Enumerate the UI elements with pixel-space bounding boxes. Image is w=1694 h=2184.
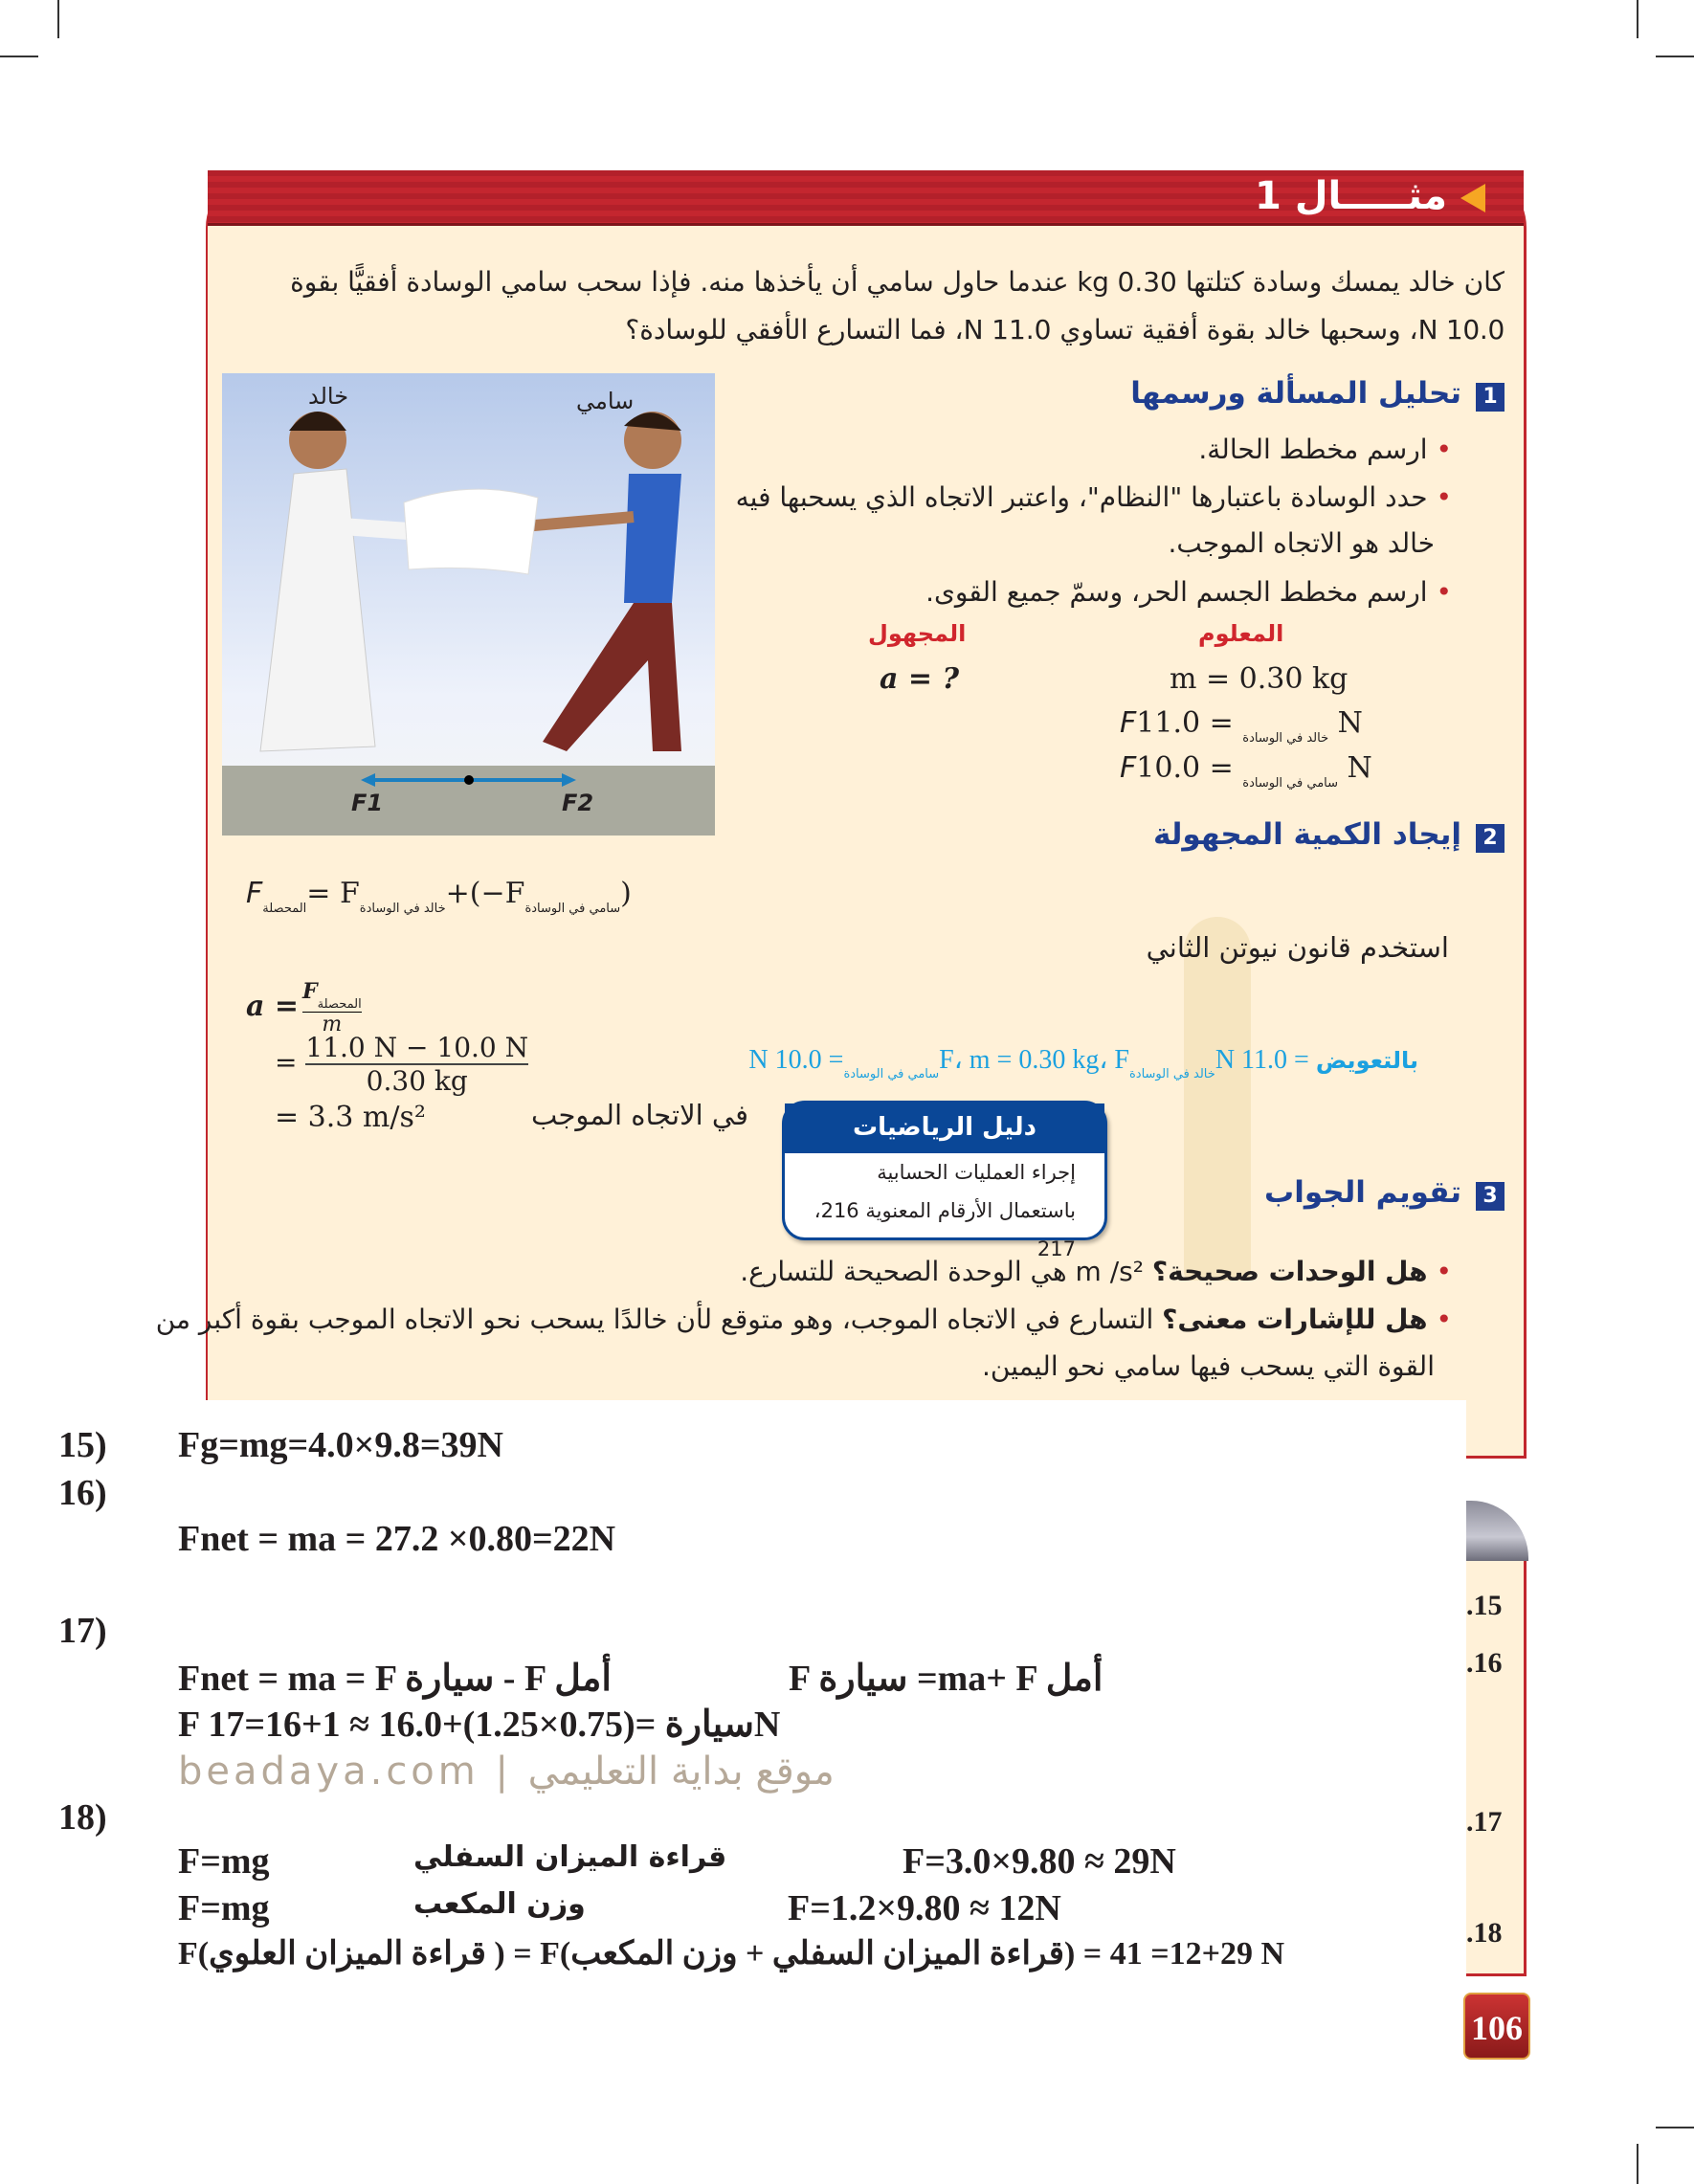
triangle-icon: [1460, 184, 1485, 212]
subscript: خالد في الوسادة: [1242, 731, 1329, 746]
answer-line: Fnet = ma = 27.2 ×0.80=22N: [178, 1519, 616, 1559]
page-number: 106: [1463, 1993, 1530, 2060]
substitution-line: بالتعويض = 11.0 $N_{خالد في الوسادة}F،$ m = 0.30 kg، $F_{سامي في الوسادة}= 10.0$ N: [748, 1045, 1418, 1081]
step-number: 2: [1476, 824, 1505, 853]
answer-line: F=mg: [178, 1841, 270, 1882]
problem-line: كان خالد يمسك وسادة كتلتها 0.30 kg عندما حاول سامي أن يأخذها منه. فإذا سحب سامي الوسادة أفقيًّا بقوة: [290, 266, 1505, 298]
fraction: = $\frac{11.0 N - 10.0 N}{0.30 kg}$: [275, 1032, 529, 1097]
bullet-cont: خالد هو الاتجاه الموجب.: [1168, 527, 1435, 559]
check-question: هل الوحدات صحيحة؟: [1151, 1256, 1428, 1287]
answer-line: F=1.2×9.80 ≈ 12N: [788, 1888, 1061, 1928]
answer-line: F(قراءة الميزان العلوي ) = F(قراءة الميزان السفلي + وزن المكعب) = 29+12= 41 N: [178, 1936, 1284, 1972]
crop-mark: [0, 56, 38, 57]
side-tab: [1466, 1501, 1528, 1561]
step-number: 3: [1476, 1182, 1505, 1211]
side-number: .17: [1466, 1806, 1503, 1838]
answer-line: F سيارة =ma+ F أمل: [789, 1659, 1103, 1699]
crop-mark: [1637, 2144, 1638, 2184]
side-number: .15: [1466, 1590, 1503, 1621]
known-mass: m = 0.30 kg: [1170, 662, 1349, 696]
crop-mark: [1637, 0, 1638, 38]
answer-line: F سيارة =(0.75×1.25)+16.0 ≈ 1+16=17N: [178, 1705, 781, 1745]
math-guide-title: دليل الرياضيات: [785, 1103, 1104, 1153]
example-title: مثـــــال 1: [1255, 174, 1447, 218]
unknown-value: a = ?: [880, 662, 960, 696]
check-question: هل للإشارات معنى؟: [1162, 1304, 1428, 1335]
f1-label: F1: [351, 790, 384, 816]
crop-mark: [57, 0, 59, 38]
answer-line: Fg=mg=4.0×9.8=39N: [178, 1425, 503, 1465]
f2-label: F2: [562, 790, 594, 816]
bullet-cont: القوة التي يسحب فيها سامي نحو اليمين.: [982, 1350, 1435, 1382]
question-number: 17): [58, 1611, 107, 1651]
newton-law-text: استخدم قانون نيوتن الثاني: [1146, 931, 1449, 964]
question-number: 18): [58, 1797, 107, 1838]
side-number: .18: [1466, 1917, 1503, 1949]
boys-pulling-pillow-illustration: [222, 373, 715, 836]
side-number: .16: [1466, 1647, 1503, 1679]
watermark: beadaya.com | موقع بداية التعليمي: [178, 1749, 835, 1794]
answer-label: قراءة الميزان السفلي: [413, 1840, 727, 1874]
crop-mark: [1656, 56, 1694, 57]
math-guide-body: إجراء العمليات الحسابية باستعمال الأرقام المعنوية 216، 217: [814, 1161, 1076, 1260]
answer-line: Fnet = ma = F سيارة - F أمل: [178, 1659, 612, 1699]
situation-figure: [222, 373, 715, 836]
step-title: تقويم الجواب: [1264, 1175, 1461, 1210]
crop-mark: [1656, 2127, 1694, 2128]
known-label: المعلوم: [1198, 620, 1284, 647]
example-header: [208, 170, 1524, 226]
example-box: مثـــــال 1 كان خالد يمسك وسادة كتلتها 0.30 kg عندما حاول سامي أن يأخذها منه. فإذا سحب سامي الوسادة أفقيًّا بقوة 10.0 N، وسحبها خالد بقوة أفقية تساوي 11.0 N، فما التسارع الأفقي للوسادة؟ خالد سامي F1 F2 1 تحليل المسألة ورسمها • ارسم مخطط الحالة. • حدد الوسادة باعتبارها "النظام"، واعتبر الاتجاه الذي يسحبها فيه خالد هو الاتجاه الموجب. • ارسم مخطط الجسم الحر، وسمّ جميع القوى. المجهول المعلوم a = ? m = 0.30 kg F $_{خالد في الوسادة}$ = 11.0 N F $_{سامي في الوسادة}$ = 10.0 N 2 إيجاد الكمية المجهولة $F_{المحصلة}= F_{خالد في الوسادة}+(-F_{سامي في الوسادة})$ استخدم قانون نيوتن الثاني a = $F_{المحصلة}$ m = $\frac{11.0 N - 10.0 N}{0.30 kg}$ = 3.3 m/s² في الاتجاه الموجب بالتعويض = 11.0 $N_{خالد في الوسادة}F،$ m = 0.30 kg، $F_{سامي في الوسادة}= 10.0$ N دليل الرياضيات إجراء العمليات الحسابية باستعمال الأرقام المعنوية 216، 217 3 تقويم الجواب • هل الوحدات صحيحة؟ m /s² هي الوحدة الصحيحة للتسارع. • هل للإشارات معنى؟ التسارع في الاتجاه الموجب، وهو متوقع لأن خالدًا يسحب نحو الاتجاه الموجب بقوة أكبر من القوة التي يسحب فيها سامي نحو اليمين.: [206, 170, 1527, 1459]
acceleration-formula: a = $F_{المحصلة}$ m: [246, 979, 362, 1036]
subscript: سامي في الوسادة: [1242, 776, 1339, 791]
answer-label: وزن المكعب: [413, 1887, 586, 1921]
side-strip: [1466, 1561, 1527, 1976]
step-title: إيجاد الكمية المجهولة: [1152, 817, 1461, 852]
net-force-equation: $F_{المحصلة}= F_{خالد في الوسادة}+(-F_{سامي في الوسادة})$: [246, 877, 632, 916]
answer-line: F=3.0×9.80 ≈ 29N: [903, 1841, 1176, 1882]
step-title: تحليل المسألة ورسمها: [1130, 376, 1461, 411]
question-number: 16): [58, 1473, 107, 1513]
bullet: ارسم مخطط الجسم الحر، وسمّ جميع القوى.: [925, 576, 1428, 608]
problem-line: 10.0 N، وسحبها خالد بقوة أفقية تساوي 11.0 N، فما التسارع الأفقي للوسادة؟: [625, 314, 1505, 345]
math-guide-box[interactable]: [782, 1101, 1107, 1260]
khaled-label: خالد: [308, 383, 349, 410]
known-force-khaled: = 11.0 N: [1136, 706, 1363, 740]
direction-text: في الاتجاه الموجب: [531, 1099, 748, 1131]
known-force-sami: = 10.0 N: [1136, 751, 1372, 785]
bullet: حدد الوسادة باعتبارها "النظام"، واعتبر الاتجاه الذي يسحبها فيه: [735, 481, 1428, 513]
unknown-label: المجهول: [868, 620, 967, 647]
bullet: ارسم مخطط الحالة.: [1198, 434, 1428, 465]
step-number: 1: [1476, 383, 1505, 412]
sami-label: سامي: [576, 388, 635, 414]
watermark-pen-icon: [1184, 917, 1251, 1281]
acceleration-result: = 3.3 m/s²: [275, 1101, 426, 1134]
answer-line: F=mg: [178, 1888, 270, 1928]
question-number: 15): [58, 1425, 107, 1465]
